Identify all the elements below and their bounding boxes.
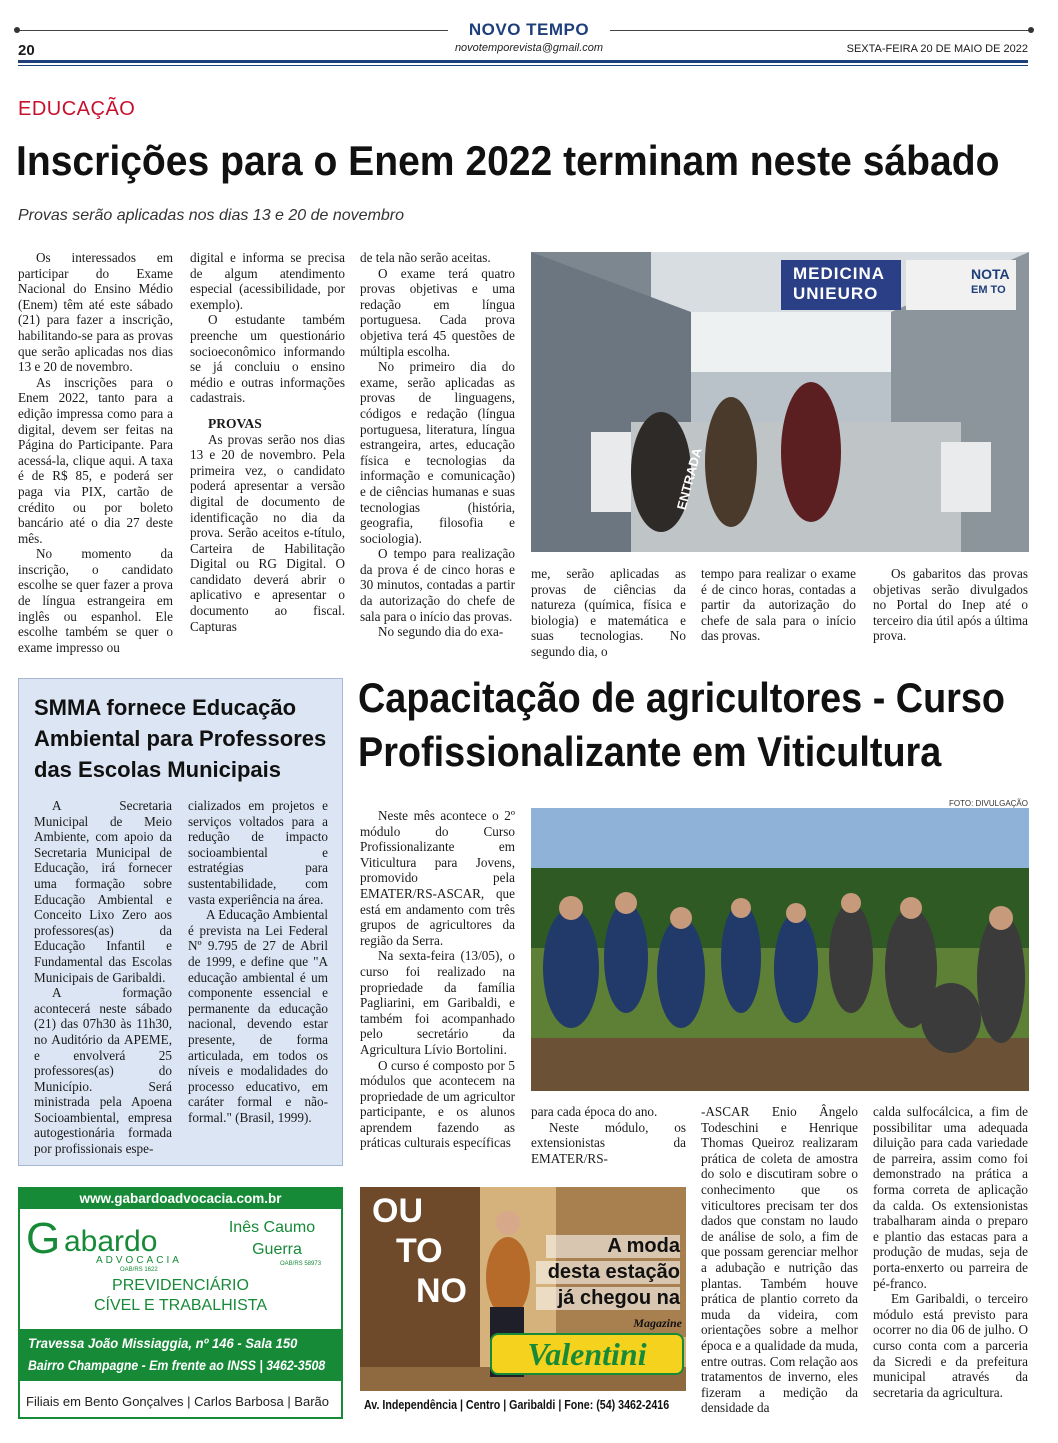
article2-headline-line2: Profissionalizante em Viticultura: [358, 728, 942, 775]
article1-column-3: [360, 250, 515, 640]
masthead-line-right: [610, 30, 1030, 31]
masthead-title: NOVO TEMPO: [468, 20, 590, 39]
subheading-provas: PROVAS: [208, 415, 262, 431]
photo-floor-text: ENTRADA: [673, 446, 705, 512]
paragraph: O curso é composto por 5 módulos que acontecem na propriedade de um agricultor participante, e os alunos aprendem fazendo as práticas culturais específicas: [360, 1057, 515, 1151]
lawyer-name-line1: Inês Caumo: [228, 1219, 316, 1236]
gabardo-logo-initial: G: [26, 1214, 61, 1263]
paragraph: No momento da inscrição, o candidato escolhe se quer fazer a prova de língua estrangeira em inglês ou espanhol. Ele escolhe também se quer o exame impresso ou: [18, 546, 173, 655]
article1-column-6: [873, 566, 1028, 644]
gabardo-url[interactable]: www.gabardoadvocacia.com.br: [20, 1189, 341, 1209]
smma-column-1: [34, 798, 172, 1157]
article1-column-4: [531, 566, 686, 660]
gabardo-address-line1: Travessa João Missiaggia, nº 146 - Sala 150: [28, 1335, 298, 1351]
enem-entrance-photo: [531, 252, 1029, 552]
photo-sign-line2: UNIEURO: [793, 284, 879, 303]
photo-sign-right2: EM TO: [971, 284, 1006, 296]
paragraph: O estudante também preenche um questionário socioeconômico informando se já concluiu o ensino médio e outras informações cadastrais.: [190, 312, 345, 406]
paragraph: Os gabaritos das provas objetivas serão divulgados no Portal do Inep até o terceiro dia útil após a última prova.: [873, 566, 1028, 644]
dot-left: [14, 27, 20, 33]
dot-right: [1028, 27, 1034, 33]
article1-column-5: [701, 566, 856, 644]
paragraph: A formação acontecerá neste sábado (21) das 07h30 às 11h30, no Auditório da APEME, e envolverá 25 professores(as) do Município. Será ministrada pela Apoena Socioambiental, empresa autogestionária formada por profissionais espe-: [34, 985, 172, 1157]
valentini-tagline-1: A moda: [546, 1235, 680, 1258]
valentini-tagline-2: desta estação: [536, 1261, 680, 1284]
article2-column-2: [531, 1104, 686, 1166]
photo-sign-line1: MEDICINA: [793, 264, 886, 283]
paragraph: O exame terá quatro provas objetivas e uma redação em língua portuguesa. Cada prova objetiva terá 45 questões de múltipla escolha.: [360, 265, 515, 359]
article1-column-2: [190, 250, 345, 634]
paragraph: Neste módulo, os extensionistas da EMATER/RS-: [531, 1119, 686, 1166]
paragraph: calda sulfocálcica, a fim de possibilitar uma adequada diluição para cada variedade de parreira, assim como foi demonstrado na prática a forma correta de aplicação da calda. Os extensionistas trabalharam ainda o preparo e plantio das estacas para a produção de mudas, seja de porta-enxerto ou parreira de pé-franco.: [873, 1104, 1028, 1291]
paragraph: A Secretaria Municipal de Meio Ambiente, com apoio da Secretaria Municipal de Educação, irá fornecer uma formação sobre Educação Ambiental e Conceito Lixo Zero aos professores(as) da Educação Infantil e Fundamental das Escolas Municipais de Garibaldi.: [34, 798, 172, 985]
header-rule-thin: [18, 65, 1028, 66]
header-rule: [18, 60, 1028, 63]
paragraph: A Educação Ambiental é prevista na Lei Federal Nº 9.795 de 27 de Abril de 1999, e define que "A educação ambiental é um componente essencial e permanente da educação nacional, devendo estar presente, de forma articulada, em todos os níveis e modalidades do processo educativo, em caráter formal e não-formal." (Brasil, 1999).: [188, 907, 328, 1125]
smma-title: SMMA fornece Educação Ambiental para Professores das Escolas Municipais: [34, 695, 327, 782]
valentini-tagline-3: já chegou na: [536, 1287, 680, 1310]
paragraph: Os interessados em participar do Exame Nacional do Ensino Médio (Enem) têm até este sábado (21) para fazer a inscrição, habilitando-se para as provas que serão aplicadas nos dias 13 e 20 de novembro.: [18, 250, 173, 375]
paragraph: O tempo para realização da prova é de cinco horas e 30 minutos, contadas a partir da autorização do chefe de sala para o início das provas.: [360, 546, 515, 624]
photo-sign-right: NOTA: [971, 266, 1010, 282]
paragraph: tempo para realizar o exame é de cinco horas, contadas a partir da autorização do chefe de sala para o início das provas.: [701, 566, 856, 644]
section-label: EDUCAÇÃO: [18, 98, 136, 120]
valentini-magazine: Magazine: [633, 1316, 682, 1330]
article2-headline-line1: Capacitação de agricultores - Curso: [358, 674, 1006, 721]
paragraph: cializados em projetos e serviços voltados para a redução de impacto socioambiental e estratégias para sustentabilidade, com vasta experiência na área.: [188, 798, 328, 907]
paragraph: me, serão aplicadas as provas de ciências da natureza (química, física e biologia) e matemática e suas tecnologias. No segundo dia, o: [531, 566, 686, 659]
practice-area-line2: CÍVEL E TRABALHISTA: [93, 1297, 268, 1314]
page-number: 20: [18, 42, 35, 59]
subheadline: Provas serão aplicadas nos dias 13 e 20 de novembro: [18, 207, 405, 224]
paragraph: No segundo dia do exa-: [378, 624, 504, 640]
paragraph: digital e informa se precisa de algum atendimento especial (acessibilidade, por exemplo).: [190, 250, 345, 312]
article2-column-1: [360, 808, 515, 1151]
vineyard-photo: [531, 808, 1029, 1091]
valentini-logo[interactable]: Valentini: [527, 1336, 647, 1372]
gabardo-branches: Filiais em Bento Gonçalves | Carlos Barbosa | Barão: [26, 1394, 329, 1409]
gabardo-ad[interactable]: [18, 1187, 343, 1419]
season-word-3: NO: [416, 1272, 467, 1310]
photo-credit: FOTO: DIVULGAÇÃO: [949, 799, 1028, 808]
paragraph: -ASCAR Enio Ângelo Todeschini e Henrique Thomas Queiroz realizaram prática de coleta de amostra do solo e discutiram sobre o conhecimento que os viticultores precisam ter dos dados que constam no laudo de análise de solo, a fim de que possam gerenciar melhor a adubação e nutrição das plantas. Também houve prática de plantio correto da muda da videira, com orientações sobre a melhor época e a qualidade da muda, entre outras. Com relação aos tratamentos de inverno, eles fizeram a medição da densidade da: [701, 1104, 858, 1416]
vineyard-photo-scene: [531, 808, 1029, 1091]
season-word-2: TO: [396, 1232, 443, 1270]
headline: Inscrições para o Enem 2022 terminam neste sábado: [16, 137, 1000, 184]
gabardo-address-line2: Bairro Champagne - Em frente ao INSS | 3462-3508: [28, 1357, 326, 1373]
gabardo-logo-rest: abardo: [64, 1225, 158, 1258]
paragraph: Neste mês acontece o 2º módulo do Curso Profissionalizante em Viticultura para Jovens, promovido pela EMATER/RS-ASCAR, que está em andamento com três grupos de agricultores da região da Serra.: [360, 808, 515, 948]
valentini-footer: Av. Independência | Centro | Garibaldi | Fone: (54) 3462-2416: [364, 1397, 670, 1412]
article2-column-3: [701, 1104, 858, 1416]
paragraph: Em Garibaldi, o terceiro módulo está previsto para ocorrer no dia 06 de julho. O curso conta com a parceria da Sicredi e da prefeitura municipal através da secretaria da agricultura.: [873, 1291, 1028, 1400]
article1-column-1: [18, 250, 173, 655]
masthead-line-left: [18, 30, 448, 31]
paragraph: As provas serão nos dias 13 e 20 de novembro. Pela primeira vez, o candidato poderá apresentar a versão digital de documento de identificação no dia da prova. Serão aceitos e-título, Carteira de Habilitação Digital ou RG Digital. O candidato deverá abrir o aplicativo e apresentar o documento ao fiscal. Capturas: [190, 431, 345, 634]
season-word-1: OU: [372, 1192, 423, 1230]
paragraph: de tela não serão aceitas.: [360, 250, 491, 265]
paragraph: No primeiro dia do exame, serão aplicadas as provas de linguagens, códigos e redação (língua portuguesa, literatura, língua estrangeira, artes, educação física e tecnologias da informação e comunicação) e de ciências humanas e suas tecnologias (história, geografia, filosofia e sociologia).: [360, 359, 515, 546]
article2-column-4: [873, 1104, 1028, 1400]
smma-column-2: [188, 798, 328, 1125]
enem-photo-scene: [531, 252, 1029, 552]
paragraph: As inscrições para o Enem 2022, tanto para a edição impressa como para a digital, devem ser feitas na Página do Participante. Para acessá-la, clique aqui. A taxa é de R$ 85, e poderá ser paga via PIX, cartão de crédito ou por boleto bancário até o dia 27 deste mês.: [18, 374, 173, 546]
gabardo-logo-sub: ADVOCACIA: [96, 1255, 182, 1266]
practice-area-line1: PREVIDENCIÁRIO: [112, 1277, 249, 1294]
paragraph: para cada época do ano.: [531, 1104, 658, 1119]
issue-date: SEXTA-FEIRA 20 DE MAIO DE 2022: [846, 43, 1028, 55]
masthead-email[interactable]: novotemporevista@gmail.com: [454, 42, 604, 54]
lawyer-name-line2: Guerra: [252, 1241, 302, 1258]
valentini-ad[interactable]: [360, 1187, 686, 1419]
paragraph: Na sexta-feira (13/05), o curso foi realizado na propriedade da família Pagliarini, em Garibaldi, e também foi acompanhado pelo secretário da Agricultura Lívio Bortolini.: [360, 948, 515, 1057]
lawyer-oab: OAB/RS 58973: [280, 1261, 322, 1267]
gabardo-oab: OAB/RS 1622: [120, 1267, 158, 1273]
